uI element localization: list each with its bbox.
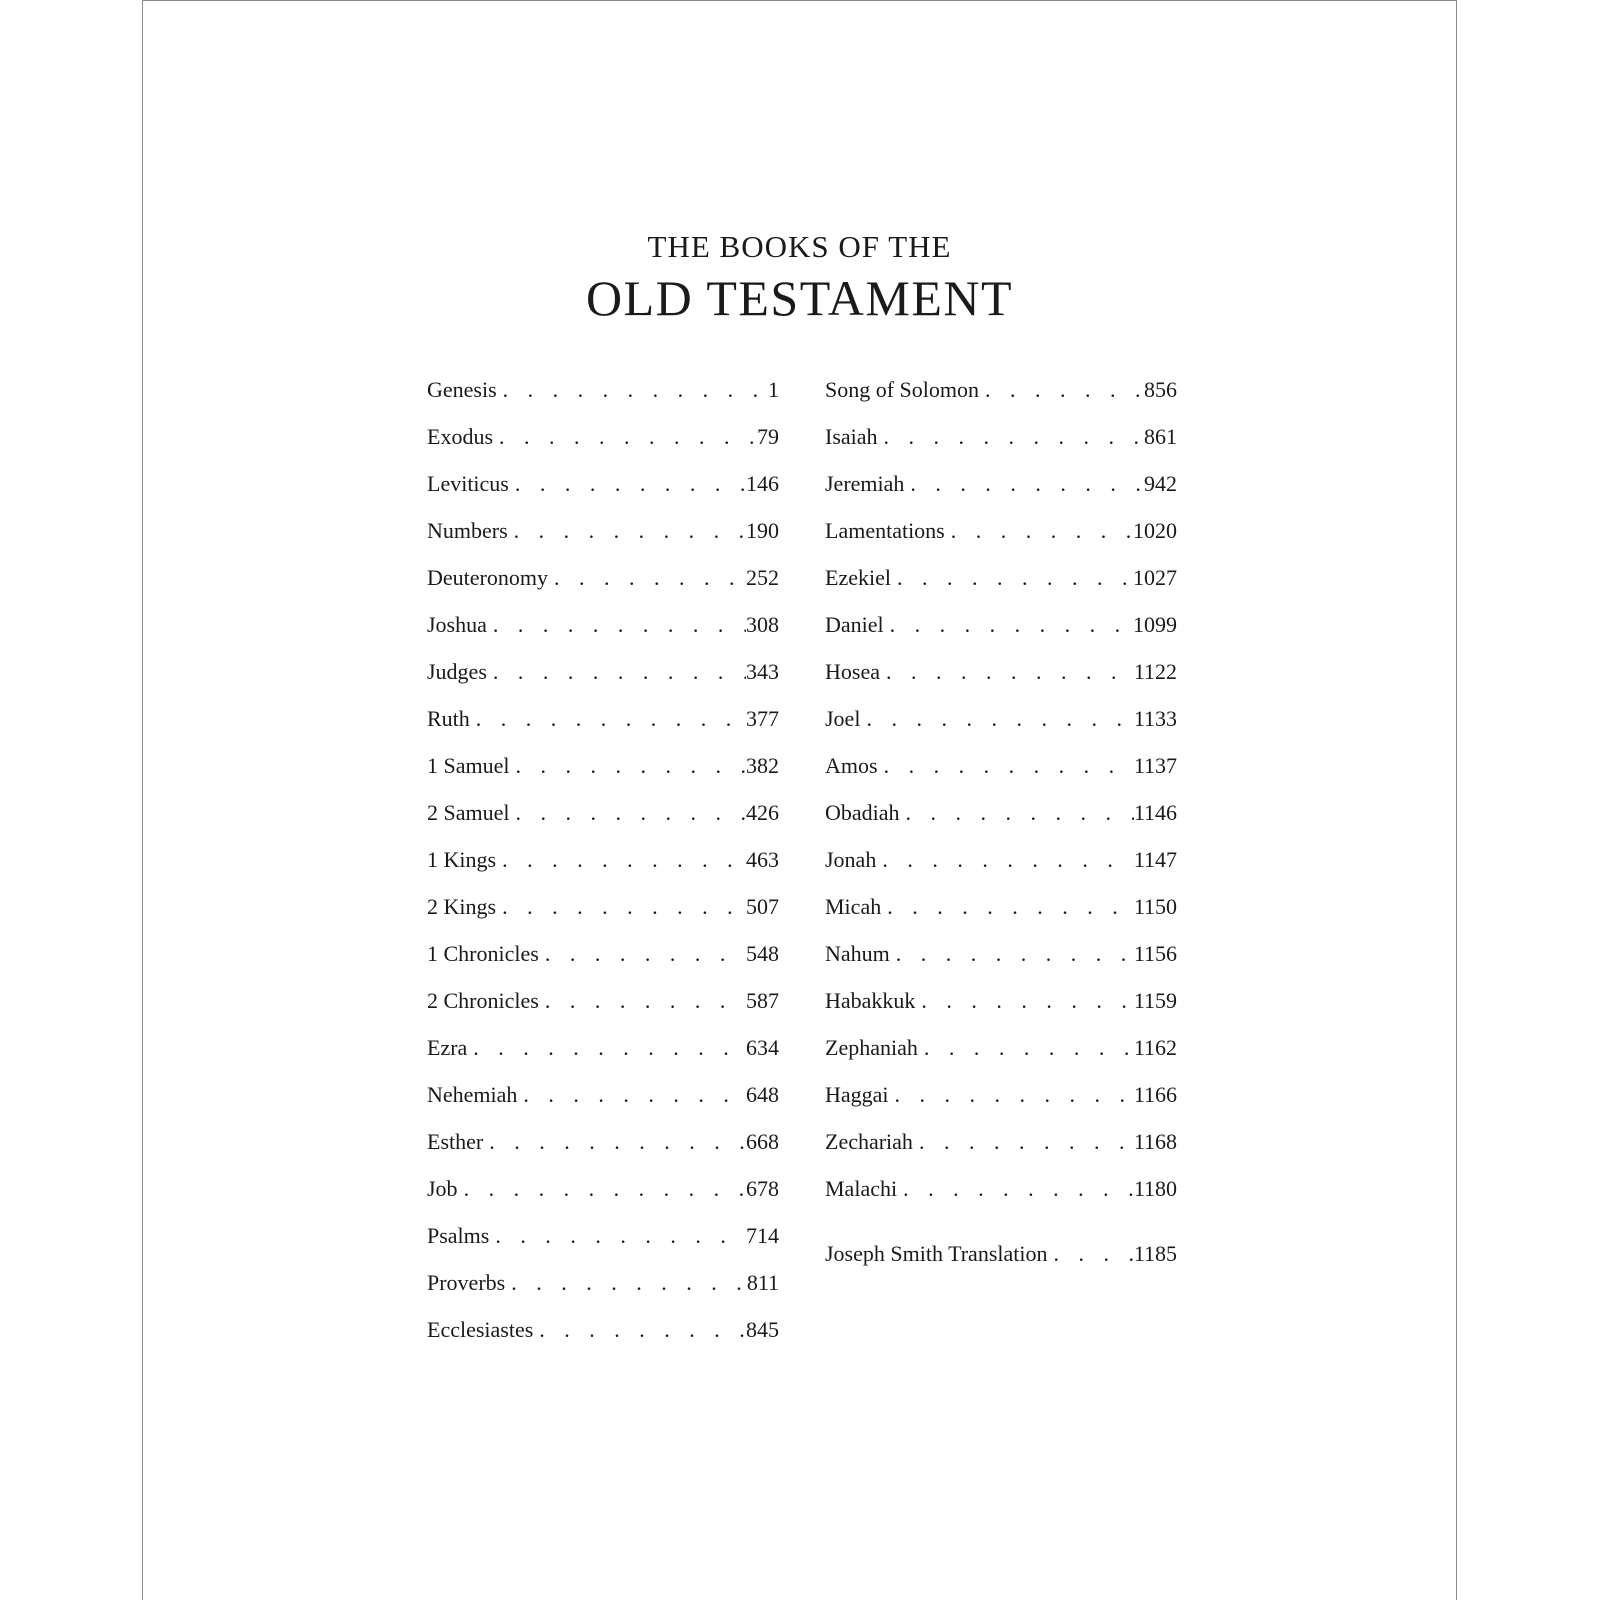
book-name: Joseph Smith Translation [825, 1241, 1048, 1266]
page-number: 252 [746, 565, 779, 590]
page-number: 190 [746, 518, 779, 543]
page-number: 1150 [1133, 894, 1177, 919]
book-name: Genesis [427, 377, 497, 402]
dot-leader [876, 836, 1133, 883]
dot-leader [918, 1024, 1134, 1071]
page-number: 1133 [1133, 706, 1177, 731]
contents-entry [825, 366, 1177, 413]
dot-leader [890, 930, 1134, 977]
page-number: 1137 [1133, 753, 1177, 778]
book-name: Daniel [825, 612, 884, 637]
book-name: 1 Samuel [427, 753, 510, 778]
page-number: 308 [746, 612, 779, 637]
contents-entry [427, 554, 779, 601]
contents-entry [427, 366, 779, 413]
book-name: Nahum [825, 941, 890, 966]
book-name: Ezra [427, 1035, 468, 1060]
contents-entry [427, 1212, 779, 1259]
dot-leader [881, 883, 1134, 930]
page-number: 845 [746, 1317, 779, 1342]
dot-leader [487, 601, 746, 648]
page-number: 1180 [1133, 1176, 1177, 1201]
book-name: Hosea [825, 659, 880, 684]
dot-leader [878, 413, 1144, 460]
dot-leader [508, 507, 746, 554]
contents-entry [825, 1165, 1177, 1212]
book-name: Ruth [427, 706, 470, 731]
contents-entry [825, 554, 1177, 601]
book-name: Joel [825, 706, 861, 731]
book-name: Haggai [825, 1082, 889, 1107]
contents-entry [825, 695, 1177, 742]
contents-entry [825, 1118, 1177, 1165]
book-name: Song of Solomon [825, 377, 980, 402]
heading-subtitle: THE BOOKS OF THE [647, 229, 952, 264]
dot-leader [897, 1165, 1134, 1212]
contents-entry [825, 789, 1177, 836]
contents-entry [427, 742, 779, 789]
dot-leader [880, 648, 1134, 695]
book-name: Ecclesiastes [427, 1317, 534, 1342]
contents-entry [427, 1071, 779, 1118]
page-number: 648 [746, 1082, 779, 1107]
contents-entry [427, 1306, 779, 1353]
page-number: 1 [768, 377, 779, 402]
page-number: 548 [746, 941, 779, 966]
page-number: 1156 [1133, 941, 1177, 966]
contents-entry [825, 977, 1177, 1024]
page-number: 668 [746, 1129, 779, 1154]
page-number: 463 [746, 847, 779, 872]
contents-right-column [825, 366, 1177, 1277]
page-number: 507 [746, 894, 779, 919]
page-number: 1147 [1133, 847, 1177, 872]
contents-entry [427, 977, 779, 1024]
contents-entry [825, 507, 1177, 554]
dot-leader [891, 554, 1133, 601]
contents-entry [427, 1165, 779, 1212]
book-name: Leviticus [427, 471, 509, 496]
dot-leader [945, 507, 1133, 554]
page-number: 1027 [1133, 565, 1177, 590]
book-name: 2 Samuel [427, 800, 510, 825]
book-name: Obadiah [825, 800, 900, 825]
dot-leader [878, 742, 1134, 789]
dot-leader [533, 1306, 746, 1353]
page-number: 382 [746, 753, 779, 778]
dot-leader [487, 648, 746, 695]
book-name: Jeremiah [825, 471, 905, 496]
book-name: Zechariah [825, 1129, 913, 1154]
contents-entry [427, 1024, 779, 1071]
page-number: 146 [746, 471, 779, 496]
book-name: 2 Kings [427, 894, 497, 919]
contents-entry-jst [825, 1230, 1177, 1277]
page-number: 343 [746, 659, 779, 684]
dot-leader [489, 1212, 746, 1259]
dot-leader [913, 1118, 1134, 1165]
dot-leader [470, 695, 746, 742]
contents-entry [427, 789, 779, 836]
page-number: 1146 [1133, 800, 1177, 825]
dot-leader [509, 460, 746, 507]
book-name: 1 Chronicles [427, 941, 539, 966]
dot-leader [510, 742, 747, 789]
contents-entry [825, 413, 1177, 460]
dot-leader [458, 1165, 746, 1212]
contents-entry [427, 1259, 779, 1306]
dot-leader [860, 695, 1133, 742]
page-number: 587 [746, 988, 779, 1013]
dot-leader [979, 366, 1144, 413]
page-number: 1122 [1133, 659, 1177, 684]
page-number: 1020 [1133, 518, 1177, 543]
contents-entry [825, 836, 1177, 883]
contents-entry [825, 460, 1177, 507]
book-name: Ezekiel [825, 565, 891, 590]
contents-entry [825, 1024, 1177, 1071]
contents-entry [825, 930, 1177, 977]
book-name: Habakkuk [825, 988, 916, 1013]
page-number: 1162 [1133, 1035, 1177, 1060]
contents-entry [427, 507, 779, 554]
dot-leader [517, 1071, 746, 1118]
book-name: Malachi [825, 1176, 898, 1201]
contents-entry [427, 695, 779, 742]
book-name: Nehemiah [427, 1082, 518, 1107]
dot-leader [548, 554, 746, 601]
book-name: Joshua [427, 612, 487, 637]
dot-leader [496, 836, 746, 883]
contents-entry [825, 1071, 1177, 1118]
book-name: Judges [427, 659, 487, 684]
contents-entry [427, 883, 779, 930]
page-number: 942 [1144, 471, 1177, 496]
book-name: Micah [825, 894, 882, 919]
book-name: Exodus [427, 424, 493, 449]
contents-entry [427, 601, 779, 648]
page-number: 634 [746, 1035, 779, 1060]
dot-leader [493, 413, 757, 460]
page-number: 1185 [1133, 1241, 1177, 1266]
contents-entry [825, 648, 1177, 695]
book-name: Zephaniah [825, 1035, 918, 1060]
contents-entry [825, 883, 1177, 930]
page-number: 377 [746, 706, 779, 731]
book-name: Job [427, 1176, 458, 1201]
page-number: 79 [757, 424, 779, 449]
book-name: 2 Chronicles [427, 988, 539, 1013]
page-number: 1168 [1133, 1129, 1177, 1154]
book-name: Amos [825, 753, 878, 778]
dot-leader [510, 789, 747, 836]
page-number: 861 [1144, 424, 1177, 449]
book-name: 1 Kings [427, 847, 497, 872]
contents-entry [427, 413, 779, 460]
dot-leader [884, 601, 1133, 648]
book-name: Deuteronomy [427, 565, 548, 590]
book-page [142, 0, 1457, 1600]
page-title: OLD TESTAMENT [585, 270, 1014, 326]
dot-leader [539, 977, 746, 1024]
dot-leader [915, 977, 1133, 1024]
contents-entry [427, 836, 779, 883]
book-name: Jonah [825, 847, 877, 872]
dot-leader [467, 1024, 746, 1071]
page-number: 678 [746, 1176, 779, 1201]
contents-entry [427, 930, 779, 977]
page-number: 856 [1144, 377, 1177, 402]
page-number: 1166 [1133, 1082, 1177, 1107]
book-name: Lamentations [825, 518, 945, 543]
book-name: Psalms [427, 1223, 490, 1248]
dot-leader [1047, 1230, 1133, 1277]
dot-leader [483, 1118, 746, 1165]
page-number: 811 [746, 1270, 779, 1295]
dot-leader [889, 1071, 1134, 1118]
book-name: Isaiah [825, 424, 878, 449]
contents-entry [427, 1118, 779, 1165]
contents-entry [825, 742, 1177, 789]
book-name: Numbers [427, 518, 508, 543]
dot-leader [539, 930, 746, 977]
dot-leader [505, 1259, 747, 1306]
page-number: 714 [746, 1223, 779, 1248]
contents-left-column [427, 366, 779, 1353]
contents-entry [427, 460, 779, 507]
dot-leader [904, 460, 1144, 507]
dot-leader [496, 883, 746, 930]
page-number: 1159 [1133, 988, 1177, 1013]
dot-leader [900, 789, 1134, 836]
contents-entry [825, 601, 1177, 648]
page-number: 1099 [1133, 612, 1177, 637]
dot-leader [497, 366, 768, 413]
page-number: 426 [746, 800, 779, 825]
contents-entry [427, 648, 779, 695]
book-name: Proverbs [427, 1270, 506, 1295]
book-name: Esther [427, 1129, 484, 1154]
